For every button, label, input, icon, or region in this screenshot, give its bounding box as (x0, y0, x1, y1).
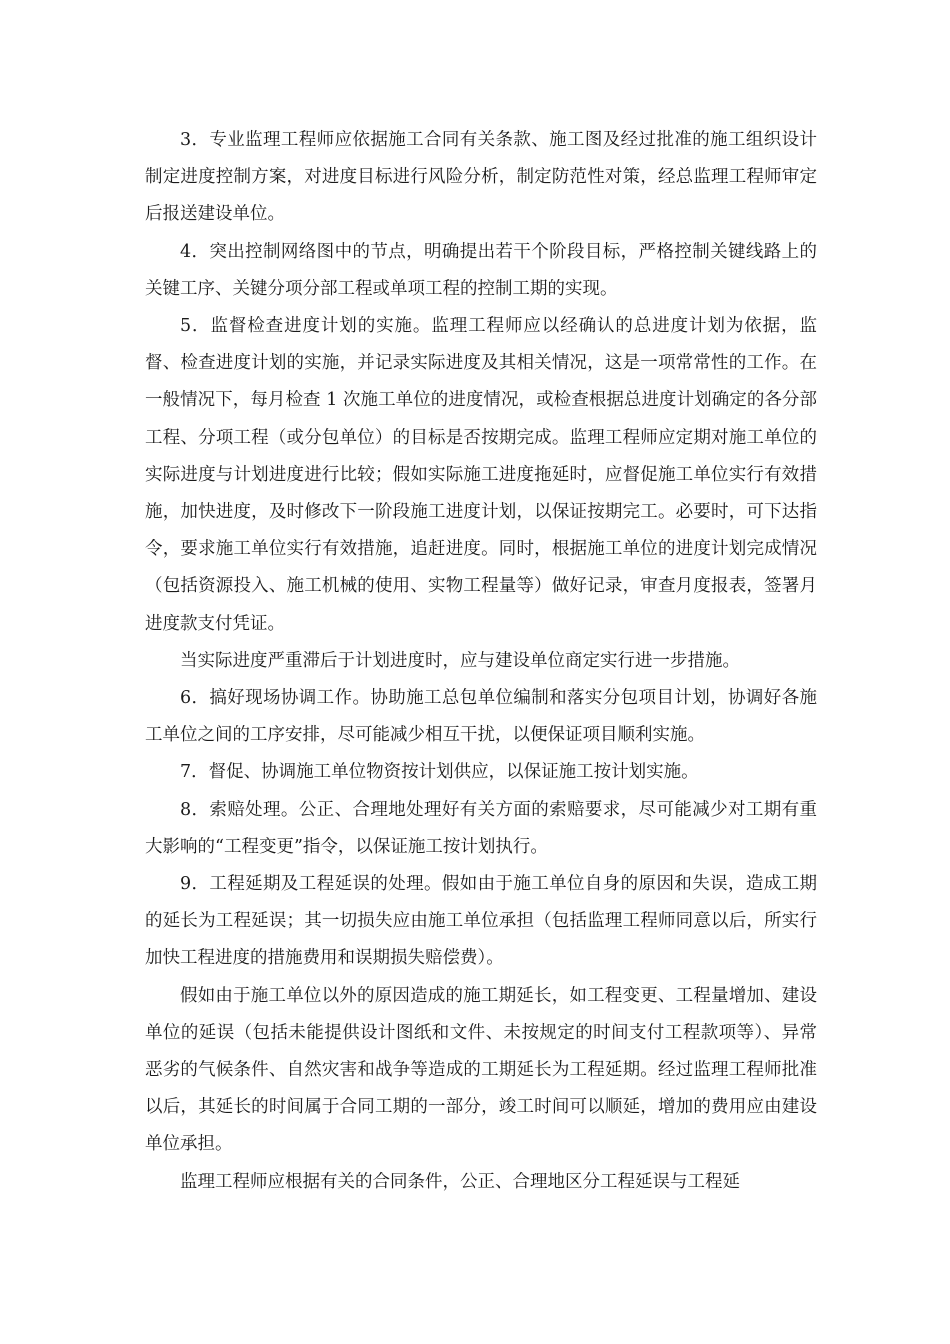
paragraph-item-3: 3．专业监理工程师应依据施工合同有关条款、施工图及经过批准的施工组织设计制定进度控制方案，对进度目标进行风险分析，制定防范性对策，经总监理工程师审定后报送建设单位。 (145, 130, 817, 225)
document-body (145, 122, 817, 1201)
paragraph-item-6: 6．搞好现场协调工作。协助施工总包单位编制和落实分包项目计划，协调好各施工单位之间的工序安排，尽可能减少相互干扰，以便保证项目顺利实施。 (145, 688, 817, 746)
paragraph-extension: 假如由于施工单位以外的原因造成的施工期延长，如工程变更、工程量增加、建设单位的延误（包括未能提供设计图纸和文件、未按规定的时间支付工程款项等）、异常恶劣的气候条件、自然灾害和战争等造成的工期延长为工程延期。经过监理工程师批准以后，其延长的时间属于合同工期的一部分，竣工时间可以顺延，增加的费用应由建设单位承担。 (145, 985, 817, 1155)
paragraph-item-9: 9．工程延期及工程延误的处理。假如由于施工单位自身的原因和失误，造成工期的延长为工程延误；其一切损失应由施工单位承担（包括监理工程师同意以后，所实行加快工程进度的措施费用和误期损失赔偿费）。 (145, 874, 817, 969)
paragraph-item-8: 8．索赔处理。公正、合理地处理好有关方面的索赔要求，尽可能减少对工期有重大影响的“工程变更”指令，以保证施工按计划执行。 (145, 799, 817, 857)
paragraph-distinction: 监理工程师应根据有关的合同条件，公正、合理地区分工程延误与工程延 (180, 1171, 740, 1192)
paragraph-item-7: 7．督促、协调施工单位物资按计划供应，以保证施工按计划实施。 (180, 762, 699, 783)
paragraph-item-4: 4．突出控制网络图中的节点，明确提出若干个阶段目标，严格控制关键线路上的关键工序、关键分项分部工程或单项工程的控制工期的实现。 (145, 241, 817, 299)
paragraph-delay-note: 当实际进度严重滞后于计划进度时，应与建设单位商定实行进一步措施。 (180, 650, 740, 671)
paragraph-item-5: 5．监督检查进度计划的实施。监理工程师应以经确认的总进度计划为依据，监督、检查进度计划的实施，并记录实际进度及其相关情况，这是一项常常性的工作。在一般情况下，每月检查 1 次施工单位的进度情况，或检查根据总进度计划确定的各分部工程、分项工程（或分包单位）的目标是否按期完成。监理工程师应定期对施工单位的实际进度与计划进度进行比较；假如实际施工进度拖延时，应督促施工单位实行有效措施，加快进度，及时修改下一阶段施工进度计划，以保证按期完工。必要时，可下达指令，要求施工单位实行有效措施，追赶进度。同时，根据施工单位的进度计划完成情况（包括资源投入、施工机械的使用、实物工程量等）做好记录，审查月度报表，签署月进度款支付凭证。 (145, 316, 817, 634)
